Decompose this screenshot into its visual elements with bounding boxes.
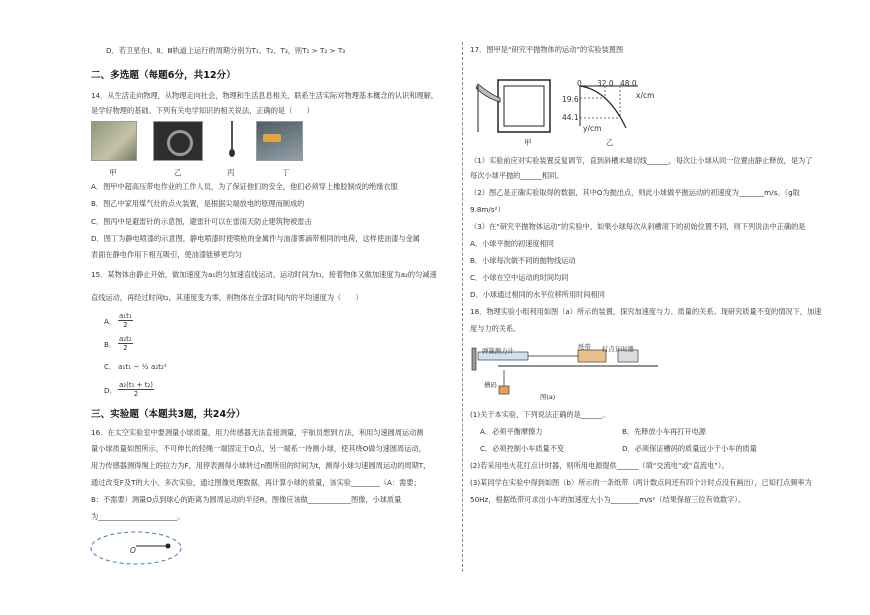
section-experiment-heading: 三、实验题（本题共3题，共24分） bbox=[91, 409, 246, 420]
q15-option-c-expression: a₁t₁ − ½ a₂t₂² bbox=[118, 362, 167, 371]
q17-part3-option-d: D．小球通过相同的水平位移所用时间相同 bbox=[470, 290, 605, 299]
q18-part1-option-c: C．必须控制小车质量不变 bbox=[480, 444, 565, 453]
image-ding-electrostatic-spray bbox=[256, 121, 303, 161]
q18-part1-option-b: B．先释放小车再打开电源 bbox=[622, 427, 706, 436]
chute bbox=[476, 84, 500, 102]
q14-option-a: A．图甲中超高压带电作业的工作人员，为了保证他们的安全，他们必须穿上橡胶制成的绝缘衣服 bbox=[91, 182, 398, 191]
q16-line5: B：不需要）测量O点到球心的距离为圆周运动的半径R，图像应该做____________图像，小球质量 bbox=[91, 495, 402, 504]
image-bing-lightning-rod bbox=[229, 121, 235, 159]
q15-stem-line1: 15．某物体由静止开始，做加速度为a₁的匀加速直线运动，运动时间为t₁，接着物体又做加速度为a₂的匀减速 bbox=[91, 270, 437, 279]
q18-part3-line1: (3)某同学在实验中得到如图（b）所示的一条纸带（两计数点间还有四个计时点没有画出），已知打点频率为 bbox=[470, 478, 812, 487]
y-tick-44: 44.1 bbox=[562, 113, 579, 122]
q16-line2: 量小球质量如图所示，不可伸长的轻绳一端固定于O点，另一端系一待测小球，使其绕O做匀速圆周运动， bbox=[91, 444, 426, 453]
q18-part2: (2)若采用电火花打点计时器，则所用电源提供______（填“交流电”或“直流电”）。 bbox=[470, 461, 729, 470]
q15-option-d-numerator: a₂(t₁ + t₂) bbox=[119, 381, 153, 389]
x-tick-0: 0 bbox=[577, 79, 582, 88]
q15-option-c-letter: C． bbox=[104, 362, 117, 371]
q17-part1-line1: （1）实验前应对实验装置反复调节，直到斜槽末端切线______，每次让小球从同一位置由静止释放，是为了 bbox=[470, 156, 813, 165]
q15-option-a-fraction bbox=[118, 312, 133, 329]
q16-line3: 用力传感器测得绳上的拉力为F，用停表测得小球转过n圈所用的时间为t，测得小球匀速圆周运动的周期T， bbox=[91, 461, 431, 470]
q14-option-b: B．图乙中家用煤气灶的点火装置，是根据尖端放电的原理而制成的 bbox=[91, 199, 305, 208]
image-yi-gas-stove bbox=[153, 121, 203, 161]
ball bbox=[166, 544, 171, 549]
q15-option-a-letter: A． bbox=[104, 317, 117, 326]
q17-figure-jia-apparatus bbox=[470, 76, 560, 138]
label-weight: 槽码 bbox=[484, 381, 497, 389]
label-timer: 打点计时器 bbox=[602, 345, 634, 353]
q14-stem-line2: 是学好物理的基础。下列有关电学知识的相关说法，正确的是（ ） bbox=[91, 106, 314, 115]
figure-a-caption: 图(a) bbox=[540, 393, 556, 401]
q14-option-c: C．图丙中是避雷针的示意图，避雷针可以在雷雨天防止建筑物被雷击 bbox=[91, 217, 312, 226]
q18-part1-stem: (1)关于本实验，下列说法正确的是______。 bbox=[470, 410, 610, 419]
x-tick-32: 32.0 bbox=[597, 79, 614, 88]
board-outer bbox=[498, 80, 550, 132]
q17-part2-line1: （2）图乙是正确实验取得的数据，其中O为抛出点，则此小球做平抛运动的初速度为_______m/s。（g取 bbox=[470, 188, 800, 197]
image-label-jia: 甲 bbox=[109, 168, 117, 177]
q18-stem-line2: 度与力的关系。 bbox=[470, 324, 521, 333]
q17-title: 17．图甲是“研究平抛物体的运动”的实验装置图 bbox=[470, 45, 624, 54]
q17-part3-option-a: A．小球平抛的初速度相同 bbox=[470, 239, 554, 248]
q18-stem-line1: 18．物理实验小组利用如图（a）所示的装置，探究加速度与力、质量的关系。现研究质量不变的情况下，加速 bbox=[470, 307, 822, 316]
label-tape: 纸带 bbox=[578, 343, 591, 351]
q13-option-d: D．若卫星在Ⅰ、Ⅱ、Ⅲ轨道上运行的周期分别为T₁、T₂、T₃，则T₁ > T₂ > T₃ bbox=[106, 46, 346, 55]
image-label-ding: 丁 bbox=[282, 168, 290, 177]
q18-part3-line2: 50Hz，根据纸带可求出小车的加速度大小为________m/s²（结果保留三位有效数字）。 bbox=[470, 495, 746, 504]
q16-line4: 通过改变F及T的大小，多次实验，通过图像处理数据，再计算小球的质量，该实验________（A：需要； bbox=[91, 478, 421, 487]
q15-option-b-fraction bbox=[118, 335, 133, 352]
q16-line1: 16．在太空实验室中要测量小球质量，用力传感器无法直接测量，宇航员想到方法，利用匀速圆周运动测 bbox=[91, 428, 424, 437]
weight-block bbox=[499, 386, 509, 394]
image-label-yi: 乙 bbox=[174, 168, 182, 177]
q15-option-b-numerator: a₂t₂ bbox=[119, 335, 132, 343]
q15-option-d-fraction bbox=[118, 381, 154, 398]
q17-part3-option-b: B．小球每次做不同的抛物线运动 bbox=[470, 256, 576, 265]
q16-circular-motion-figure bbox=[88, 528, 188, 568]
q15-option-a-denominator: 2 bbox=[123, 321, 128, 329]
y-tick-19: 19.6 bbox=[562, 95, 579, 104]
q15-stem-line2: 直线运动，再经过时间t₂，其速度变为零，则物体在全部时间内的平均速度为（ ） bbox=[91, 293, 363, 302]
q17-part1-line2: 每次小球平抛的______相同。 bbox=[470, 171, 564, 180]
q14-option-d-line1: D．图丁为静电喷漆的示意图，静电喷漆时使喷枪的金属件与油漆雾滴带相同的电荷，这样使油漆与金属 bbox=[91, 234, 420, 243]
board-inner bbox=[504, 86, 544, 126]
wall bbox=[472, 348, 476, 370]
q17-part3-option-c: C．小球在空中运动的时间均同 bbox=[470, 273, 569, 282]
q15-option-b-denominator: 2 bbox=[123, 344, 128, 352]
figure-jia-label: 甲 bbox=[524, 138, 532, 147]
image-label-bing: 丙 bbox=[227, 168, 235, 177]
q18-part1-option-d: D．必须保证槽码的质量远小于小车的质量 bbox=[622, 444, 757, 453]
q14-stem-line1: 14．从生活走向物理，从物理走向社会，物理和生活息息相关，联系生活实际对物理基本概念的认识和理解， bbox=[91, 91, 438, 100]
q16-line6: 为______________________。 bbox=[91, 512, 185, 521]
q17-part3-stem: （3）在“研究平抛物体运动”的实验中，如果小球每次从斜槽滚下的初始位置不同，则下列说法中正确的是 bbox=[470, 222, 806, 231]
q17-part2-line2: 9.8m/s²） bbox=[470, 205, 505, 214]
q15-option-b-letter: B． bbox=[104, 340, 117, 349]
figure-yi-label: 乙 bbox=[606, 138, 614, 147]
x-tick-48: 48.0 bbox=[620, 79, 637, 88]
q14-option-d-line2: 表面在静电作用下相互吸引，使油漆能够更均匀 bbox=[91, 250, 242, 259]
x-axis-unit: x/cm bbox=[636, 91, 655, 100]
image-jia-live-line-workers bbox=[91, 121, 137, 161]
q18-part1-option-a: A．必须平衡摩擦力 bbox=[480, 427, 543, 436]
q15-option-d-denominator: 2 bbox=[133, 390, 139, 398]
origin-label-o: O bbox=[130, 546, 136, 555]
section-multiple-choice-heading: 二、多选题（每题6分，共12分） bbox=[91, 70, 236, 81]
label-spring-scale: 弹簧测力计 bbox=[482, 347, 514, 355]
trajectory-curve bbox=[580, 86, 626, 128]
q15-option-d-letter: D． bbox=[104, 386, 117, 395]
y-axis-unit: y/cm bbox=[583, 124, 602, 133]
column-divider bbox=[462, 42, 463, 572]
q15-option-a-numerator: a₁t₁ bbox=[119, 312, 132, 320]
